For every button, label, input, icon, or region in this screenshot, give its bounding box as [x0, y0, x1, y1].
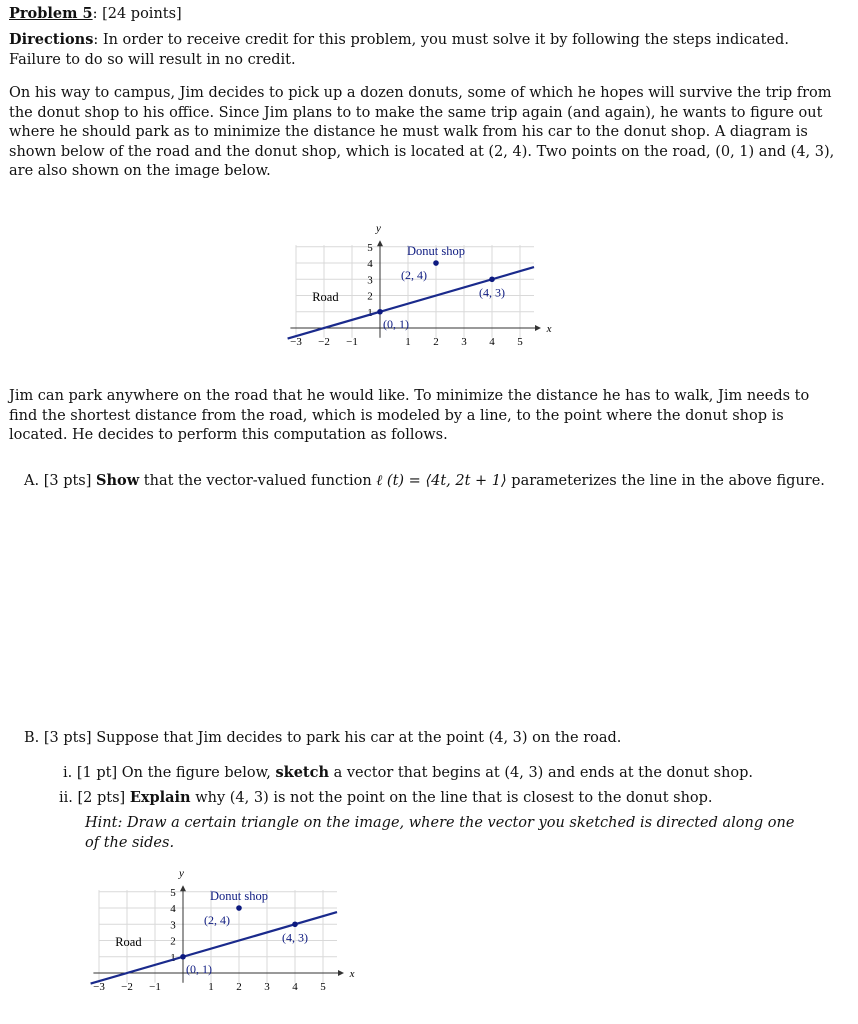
item-ii-num: ii. — [59, 790, 73, 806]
road-figure-bottom — [87, 848, 357, 998]
x-tick-label: 3 — [461, 336, 467, 348]
part-a — [24, 471, 844, 492]
x-tick-label: 2 — [236, 981, 242, 993]
x-axis-label: x — [349, 968, 355, 980]
part-b-label: B. — [24, 730, 40, 746]
road-point-a-label: (0, 1) — [383, 316, 409, 331]
x-tick-label: 3 — [264, 981, 270, 993]
road-label: Road — [115, 935, 142, 950]
x-tick-label: −1 — [149, 981, 161, 993]
item-ii-points: [2 pts] — [77, 790, 126, 806]
intro-paragraph: On his way to campus, Jim decides to pick up a dozen donuts, some of which he hopes will survive the trip from the donut shop to his office. Since Jim plans to to make the same trip again (and again), he wants to figure out where he should park as to minimize the distance he must walk from his car to the donut shop. A diagram is shown below of the road and the donut shop, which is located at (2, 4). Two points on the road, (0, 1) and (4, 3), are also shown on the image below. — [9, 85, 835, 179]
road-figure-top — [284, 203, 554, 353]
x-tick-label: −3 — [290, 336, 302, 348]
donut-shop-coord-label: (2, 4) — [401, 268, 427, 283]
x-tick-label: 4 — [292, 981, 298, 993]
road-point-a — [377, 309, 383, 315]
y-tick-label: 2 — [170, 935, 176, 948]
problem-points: [24 points] — [102, 6, 182, 22]
part-b-item-ii — [59, 788, 849, 809]
y-axis-arrow — [180, 885, 186, 891]
y-tick-label: 5 — [170, 886, 176, 899]
road-point-b-label: (4, 3) — [479, 285, 505, 300]
x-axis-label: x — [546, 323, 552, 335]
y-tick-label: 2 — [367, 290, 373, 303]
donut-shop-label: Donut shop — [210, 889, 268, 904]
donut-shop-label: Donut shop — [407, 244, 465, 259]
road-point-a — [180, 954, 186, 960]
item-i-num: i. — [63, 765, 73, 781]
road-label: Road — [312, 290, 339, 305]
x-tick-label: 1 — [405, 336, 411, 348]
part-b-points: [3 pts] — [43, 730, 92, 746]
x-tick-label: 4 — [489, 336, 495, 348]
x-tick-label: −1 — [346, 336, 358, 348]
y-tick-label: 1 — [367, 306, 373, 319]
item-i-verb: sketch — [275, 764, 329, 781]
paragraph-2: Jim can park anywhere on the road that he would like. To minimize the distance he has to walk, Jim needs to find the shortest distance from the road, which is modeled by a line, to the point where the donut shop is located. He decides to perform this computation as follows. — [9, 388, 810, 443]
y-axis-label: y — [179, 867, 184, 880]
part-a-text-before: that the vector-valued function — [143, 473, 372, 489]
y-tick-label: 5 — [367, 241, 373, 254]
x-tick-label: −3 — [93, 981, 105, 993]
x-tick-label: 5 — [517, 336, 523, 348]
y-axis-arrow — [377, 240, 383, 246]
part-a-function: ℓ (t) = ⟨4t, 2t + 1⟩ — [376, 473, 507, 489]
x-tick-label: 2 — [433, 336, 439, 348]
item-i-text: a vector that begins at (4, 3) and ends at the donut shop. — [333, 765, 754, 781]
y-tick-label: 1 — [170, 951, 176, 964]
road-point-b-label: (4, 3) — [282, 930, 308, 945]
x-tick-label: −2 — [121, 981, 133, 993]
road-point-b — [489, 276, 495, 282]
part-a-verb: Show — [96, 472, 140, 489]
directions-text: In order to receive credit for this problem, you must solve it by following the steps indicated. Failure to do so will result in no credit. — [9, 32, 789, 68]
y-tick-label: 3 — [170, 919, 176, 932]
x-axis-arrow — [535, 325, 541, 331]
part-a-label: A. — [24, 473, 40, 489]
problem-header: Problem 5: [24 points] — [9, 5, 182, 22]
road-point-a-label: (0, 1) — [186, 961, 212, 976]
part-a-text-after: parameterizes the line in the above figure. — [511, 473, 825, 489]
item-i-pre: On the figure below, — [121, 765, 271, 781]
road-point-b — [292, 921, 298, 927]
problem-label: Problem 5 — [9, 5, 93, 22]
donut-shop-point — [433, 260, 439, 266]
part-b-hint: Hint: Draw a certain triangle on the image, where the vector you sketched is directed along one of the sides. — [85, 815, 795, 851]
y-tick-label: 4 — [367, 258, 373, 271]
item-ii-text: why (4, 3) is not the point on the line that is closest to the donut shop. — [195, 790, 713, 806]
y-tick-label: 3 — [367, 274, 373, 287]
directions-label: Directions — [9, 31, 94, 48]
donut-shop-point — [236, 905, 242, 911]
part-b — [24, 729, 844, 749]
donut-shop-coord-label: (2, 4) — [204, 913, 230, 928]
x-tick-label: −2 — [318, 336, 330, 348]
x-tick-label: 5 — [320, 981, 326, 993]
x-axis-arrow — [338, 970, 344, 976]
item-i-points: [1 pt] — [76, 765, 118, 781]
directions: Directions: In order to receive credit for this problem, you must solve it by following the steps indicated. Failure to do so will result in no credit. — [9, 31, 789, 68]
part-a-points: [3 pts] — [43, 473, 92, 489]
part-b-text: Suppose that Jim decides to park his car at the point (4, 3) on the road. — [96, 730, 622, 746]
x-tick-label: 1 — [208, 981, 214, 993]
item-ii-verb: Explain — [129, 789, 191, 806]
y-tick-label: 4 — [170, 903, 176, 916]
part-b-item-i — [63, 763, 853, 784]
y-axis-label: y — [376, 222, 381, 235]
